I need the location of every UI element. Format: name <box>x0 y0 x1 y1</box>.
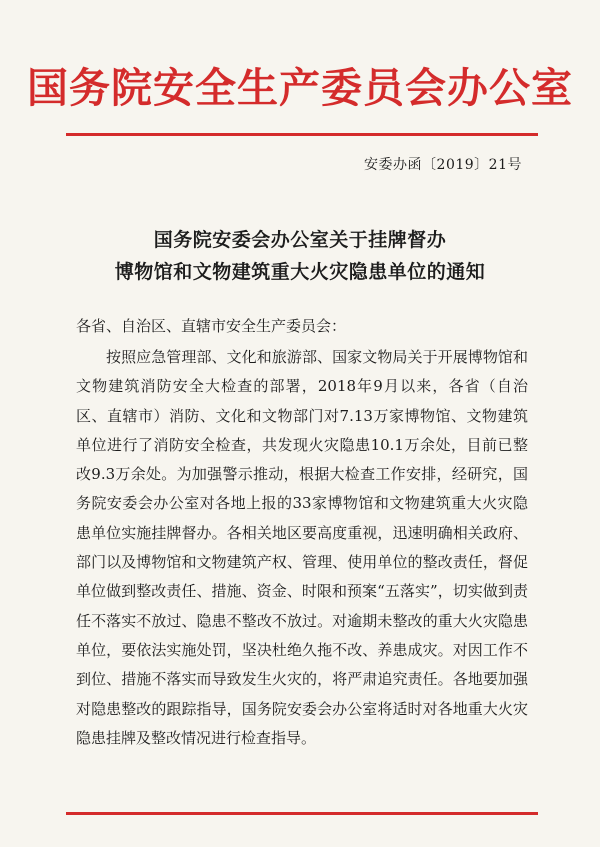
issuing-office-header: 国务院安全生产委员会办公室 <box>27 64 573 112</box>
document-number: 安委办函〔2019〕21号 <box>364 157 522 173</box>
header-red-rule <box>66 133 538 136</box>
salutation: 各省、自治区、直辖市安全生产委员会： <box>76 317 347 335</box>
footer-red-rule <box>66 812 538 815</box>
notice-title <box>0 224 600 288</box>
notice-title-line-1: 国务院安委会办公室关于挂牌督办 <box>153 229 447 251</box>
body-paragraph: 按照应急管理部、文化和旅游部、国家文物局关于开展博物馆和文物建筑消防安全大检查的部署，2018年9月以来，各省（自治区、直辖市）消防、文化和文物部门对7.13万家博物馆、文物建筑单位进行了消防安全检查，共发现火灾隐患10.1万余处，目前已整改9.3万余处。为加强警示推动，根据大检查工作安排，经研究，国务院安委会办公室对各地上报的33家博物馆和文物建筑重大火灾隐患单位实施挂牌督办。各相关地区要高度重视，迅速明确相关政府、部门以及博物馆和文物建筑产权、管理、使用单位的整改责任，督促单位做到整改责任、措施、资金、时限和预案“五落实”，切实做到责任不落实不放过、隐患不整改不放过。对逾期未整改的重大火灾隐患单位，要依法实施处罚，坚决杜绝久拖不改、养患成灾。对因工作不到位、措施不落实而导致发生火灾的，将严肃追究责任。各地要加强对隐患整改的跟踪指导，国务院安委会办公室将适时对各地重大火灾隐患挂牌及整改情况进行检查指导。 <box>76 348 528 747</box>
notice-title-line-2: 博物馆和文物建筑重大火灾隐患单位的通知 <box>114 261 486 283</box>
